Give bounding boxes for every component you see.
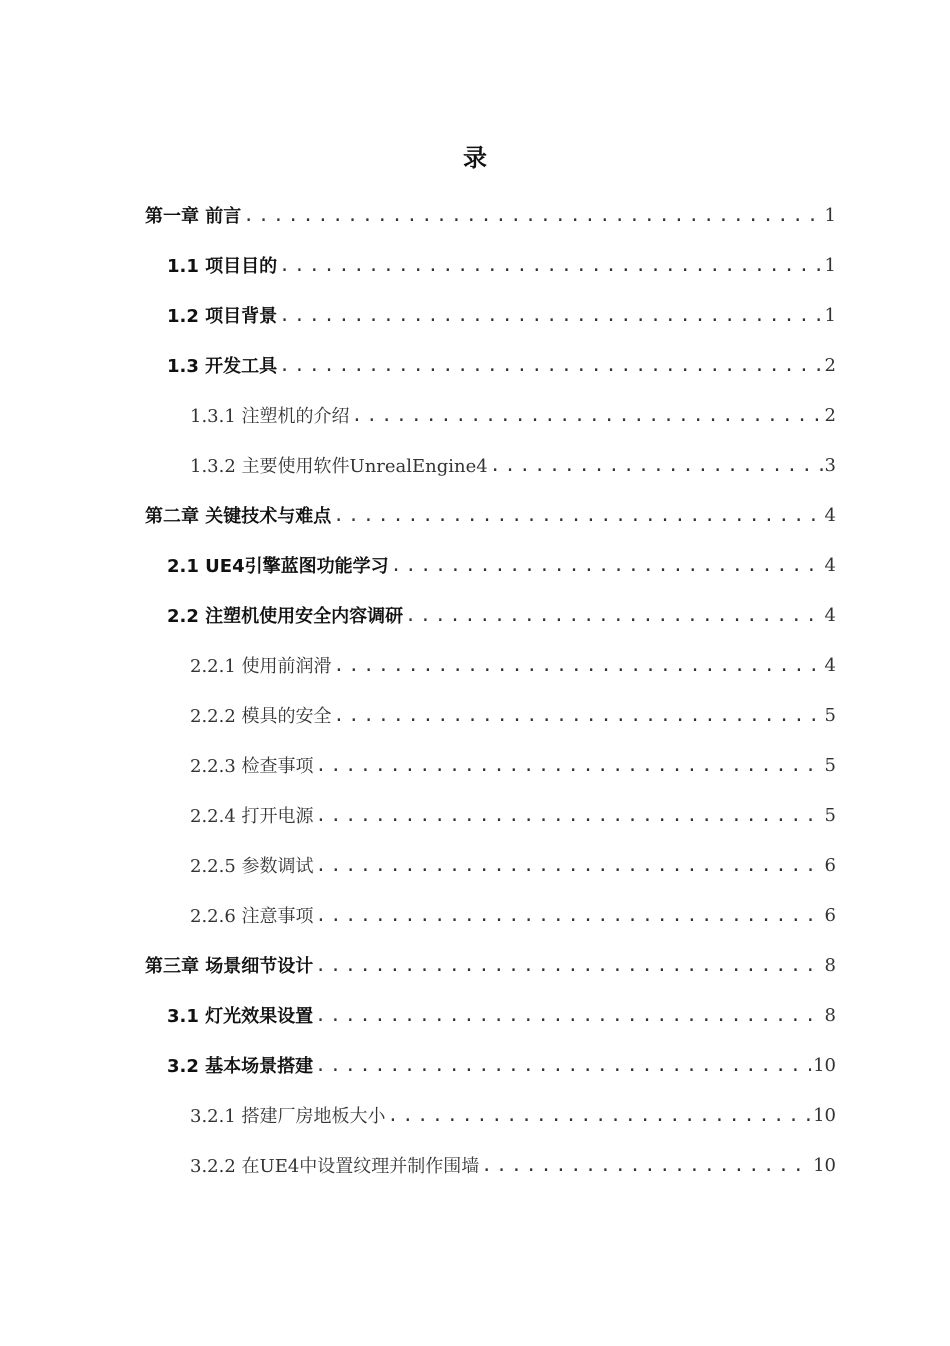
toc-page-number: 2	[824, 354, 836, 376]
toc-page-number: 4	[824, 504, 836, 526]
toc-entry-label: 2.2.4 打开电源	[190, 806, 314, 827]
toc-page-number: 10	[813, 1154, 836, 1176]
toc-dot-leader	[481, 1155, 811, 1176]
toc-entry-2-2-2[interactable]	[190, 690, 836, 740]
toc-dot-leader	[243, 205, 822, 226]
toc-dot-leader	[316, 855, 823, 876]
toc-entry-label: 1.3.1 注塑机的介绍	[190, 406, 350, 427]
toc-entry-label: 第二章 关键技术与难点	[145, 506, 332, 527]
toc-entry-label: 2.2.2 模具的安全	[190, 706, 332, 727]
toc-entry-2-2-1[interactable]	[190, 640, 836, 690]
toc-entry-label: 1.3 开发工具	[167, 356, 278, 377]
toc-entry-label: 2.2.1 使用前润滑	[190, 656, 332, 677]
toc-dot-leader	[333, 505, 822, 526]
toc-entry-label: 2.2.5 参数调试	[190, 856, 314, 877]
toc-page-number: 8	[824, 1004, 836, 1026]
toc-dot-leader	[391, 555, 823, 576]
toc-page-number: 5	[824, 704, 836, 726]
toc-dot-leader	[388, 1105, 812, 1126]
toc-entry-label: 2.1 UE4引擎蓝图功能学习	[167, 556, 389, 577]
toc-dot-leader	[405, 605, 822, 626]
toc-dot-leader	[279, 355, 822, 376]
toc-title: 录	[463, 144, 487, 172]
toc-entry-1-3-2[interactable]	[190, 440, 836, 490]
toc-page-number: 1	[824, 254, 836, 276]
toc-entry-2-2[interactable]	[167, 590, 836, 640]
toc-entry-2-2-5[interactable]	[190, 840, 836, 890]
toc-entry-2-2-4[interactable]	[190, 790, 836, 840]
toc-entry-3-2-1[interactable]	[190, 1090, 836, 1140]
toc-dot-leader	[315, 1005, 822, 1026]
toc-entry-label: 2.2.3 检查事项	[190, 756, 314, 777]
toc-entry-label: 第一章 前言	[145, 206, 242, 227]
toc-page-number: 10	[813, 1054, 836, 1076]
toc-dot-leader	[316, 805, 823, 826]
toc-dot-leader	[334, 705, 823, 726]
toc-entry-label: 1.2 项目背景	[167, 306, 278, 327]
toc-entry-1-2[interactable]	[167, 290, 836, 340]
toc-page-number: 8	[824, 954, 836, 976]
toc-dot-leader	[334, 655, 823, 676]
toc-entry-3-2[interactable]	[167, 1040, 836, 1090]
toc-page-number: 1	[824, 304, 836, 326]
toc-entry-label: 2.2.6 注意事项	[190, 906, 314, 927]
toc-dot-leader	[316, 755, 823, 776]
toc-entry-2-2-3[interactable]	[190, 740, 836, 790]
toc-dot-leader	[316, 905, 823, 926]
toc-entry-1-3[interactable]	[167, 340, 836, 390]
toc-page-number: 5	[824, 754, 836, 776]
toc-dot-leader	[315, 1055, 811, 1076]
toc-dot-leader	[352, 405, 823, 426]
toc-entry-label: 3.1 灯光效果设置	[167, 1006, 314, 1027]
toc-entry-2-2-6[interactable]	[190, 890, 836, 940]
toc-entry-label: 1.3.2 主要使用软件UnrealEngine4	[190, 456, 488, 477]
toc-entry-label: 2.2 注塑机使用安全内容调研	[167, 606, 404, 627]
toc-dot-leader	[490, 455, 823, 476]
toc-entry-label: 1.1 项目目的	[167, 256, 278, 277]
toc-page-number: 4	[824, 604, 836, 626]
toc-entry-3-2-2[interactable]	[190, 1140, 836, 1190]
toc-page-number: 5	[824, 804, 836, 826]
toc-entry-chapter-1[interactable]	[145, 190, 836, 240]
toc-page-number: 4	[824, 654, 836, 676]
toc-entry-label: 3.2 基本场景搭建	[167, 1056, 314, 1077]
toc-entry-1-3-1[interactable]	[190, 390, 836, 440]
toc-page-number: 4	[824, 554, 836, 576]
toc-dot-leader	[279, 255, 822, 276]
toc-entry-chapter-2[interactable]	[145, 490, 836, 540]
toc-page-number: 3	[824, 454, 836, 476]
toc-entry-2-1[interactable]	[167, 540, 836, 590]
toc-page-number: 6	[824, 904, 836, 926]
toc-page-number: 10	[813, 1104, 836, 1126]
toc-entry-chapter-3[interactable]	[145, 940, 836, 990]
toc-entry-1-1[interactable]	[167, 240, 836, 290]
toc-page-number: 2	[824, 404, 836, 426]
toc-entry-3-1[interactable]	[167, 990, 836, 1040]
toc-dot-leader	[315, 955, 822, 976]
toc-dot-leader	[279, 305, 822, 326]
toc-page-number: 6	[824, 854, 836, 876]
toc-entry-label: 3.2.1 搭建厂房地板大小	[190, 1106, 386, 1127]
toc-entry-label: 第三章 场景细节设计	[145, 956, 314, 977]
toc-page-number: 1	[824, 204, 836, 226]
toc-entry-label: 3.2.2 在UE4中设置纹理并制作围墙	[190, 1156, 480, 1177]
